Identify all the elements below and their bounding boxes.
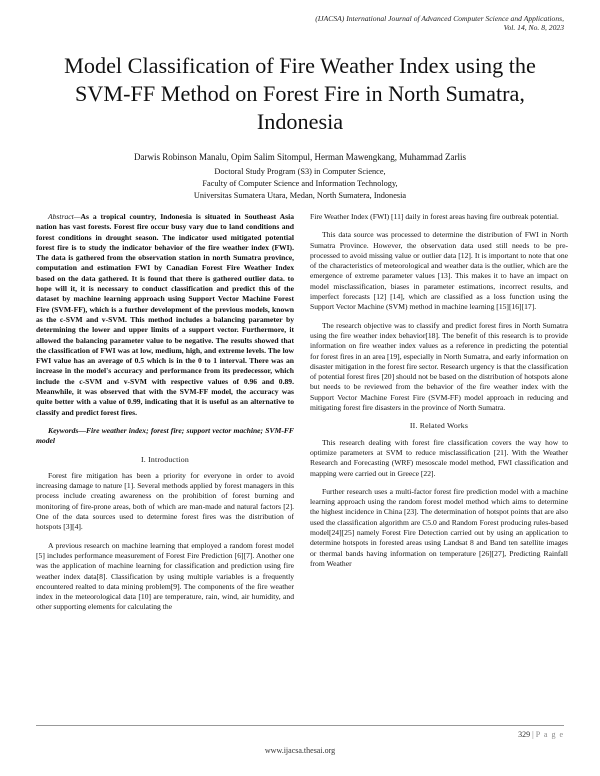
journal-url[interactable]: www.ijacsa.thesai.org [264, 746, 336, 755]
journal-volume: Vol. 14, No. 8, 2023 [503, 23, 564, 33]
page-number: 329 [518, 730, 531, 739]
affiliation-line-1: Doctoral Study Program (S3) in Computer Science, [214, 167, 386, 176]
section-heading-related-works: II. Related Works [409, 421, 469, 431]
intro-paragraph-1: Forest fire mitigation has been a priority for everyone in order to avoid increasing damage to nature [1]. Several methods applied by forest managers in this process include creating awareness on the prohibition of forest burning and monitoring of fire-prone areas, both of which are man-made and natural factors [2]. One of the data sources used to determine forest fires was the distribution of hotspots [3][4]. [36, 470, 294, 532]
affiliation-line-3: Universitas Sumatera Utara, Medan, North Sumatera, Indonesia [193, 191, 407, 200]
right-column [310, 212, 568, 577]
paper-title: Model Classification of Fire Weather Index using the SVM-FF Method on Forest Fire in North Sumatra, Indonesia [64, 53, 536, 134]
section-heading-introduction: I. Introduction [140, 454, 190, 464]
abstract-lead: Abstract— [48, 212, 81, 221]
affiliation-line-2: Faculty of Computer Science and Information Technology, [202, 179, 398, 188]
page-word: P a g e [535, 730, 564, 739]
related-paragraph-1: This research dealing with forest fire classification covers the way how to optimize parameters at SVM to reduce misclassification [21]. With the Weather Research and Forecasting (WRF) mesoscale model method, FWI classification and mapping were carried out in Greece [22]. [310, 437, 568, 478]
intro-paragraph-2: A previous research on machine learning that employed a random forest model [5] includes performance measurement of Forest Fire Prediction [6][7]. Another one was the application of machine learning for classification and prediction using fire weather index data[8]. Classification by using multiple variables is a frequently encountered realted to data mining problem[9]. The components of the fire weather index in the meteorological data [10] are temperature, rain, wind, air humidity, and other supporting elements for calculating the [36, 540, 294, 612]
left-column [36, 212, 294, 621]
intro-paragraph-2-continued: Fire Weather Index (FWI) [11] daily in forest areas having fire outbreak potential. [310, 212, 559, 221]
journal-header [204, 14, 564, 33]
intro-paragraph-3: This data source was processed to determine the distribution of FWI in North Sumatra Province. However, the observation data used still needs to be pre-processed to avoid missing value or outlier data [12]. It is important to note that one of the characteristics of meteorological and weather data is the outlier, which are the emergence of extreme parameter values [13]. This makes it to have an impact on model misclassification, biases in parameter estimations, incorrect results, and imperfect forecasts [12] [14], which are classified as a loss function using the Support Vector Machine (SVM) method in machine learning [15][16][17]. [310, 230, 568, 312]
related-paragraph-2: Further research uses a multi-factor forest fire prediction model with a machine learning approach using the random forest model method which aims to determine the highest incidence in China [23]. The determination of hotspot points that are also used the classification algorithm are C5.0 and Random Forest producing rules-based model[24][25] namely Forest Fire Detection carried out by using an application to determine hotspots in forested areas using Landsat 8 and Band ten satellite images or thermal bands having information on temperature [26][27], Predicting Rainfall from Weather [310, 486, 568, 568]
keywords: Keywords—Fire weather index; forest fire; support vector machine; SVM-FF model [36, 425, 294, 446]
page-separator: | [532, 730, 534, 739]
journal-name: (IJACSA) International Journal of Advanced Computer Science and Applications, [315, 14, 564, 23]
footer-divider [36, 725, 564, 726]
author-list: Darwis Robinson Manalu, Opim Salim Sitompul, Herman Mawengkang, Muhammad Zarlis [134, 152, 466, 162]
page-number-block [518, 730, 564, 739]
intro-paragraph-4: The research objective was to classify and predict forest fires in North Sumatra using the fire weather index behavior[18]. The benefit of this research is to provide information on fire weather index values as a reference in predicting the potential for forest fires in an area [19], especially in North Sumatra, and early information on disaster mitigation in the forest fire sector. Research urgency is that the classification of potential forest fires [20] should not be based on the distribution of hotspots alone but needs to be reviewed from the behavior of the fire weather index with the Support Vector Machine Forest Fire (SVM-FF) model approach in reducing and mitigating forest fire disasters in the province of North Sumatra. [310, 320, 568, 413]
abstract [36, 212, 294, 418]
abstract-text: As a tropical country, Indonesia is situated in Southeast Asia nation has vast forests. Forest fire occur busy vary due to land conditions and forest conditions in drought season. The indicator used mitigated potential forest fire is to study the indicator behavior of the fire weather index (FWI). The data is gathered from the observation station in north Sumatra province, computation and estimation FWI by Canadian Forest Fire Weather Index based on the data gathered. It is found that there is gathered outlier data. to hope will it, it is necessary to conduct classification and predict this of the dataset by machine learning approach using Support Vector Machine Forest Fire (SVM-FF), which is a further development of the previous models, known as the c-SVM and v-SVM. This method includes a balancing parameter by determining the lower and upper limits of a support vector. Furthermore, it allowed the balancing parameter value to be negative. The results showed that the classification of FWI was at low, medium, high, and extreme levels. The low FWI value has an average of 0.5 which is in the 0 to 1 interval. There was an increase in the model's accuracy and performance from its predecessor, which include the c-SVM and v-SVM with respective values of 0.96 and 0.89. Meanwhile, it was observed that with the SVM-FF model, the accuracy was quite better with a value of 0.99, indicating that it is useful as an alternative to classify and predict forest fires. [36, 212, 294, 417]
